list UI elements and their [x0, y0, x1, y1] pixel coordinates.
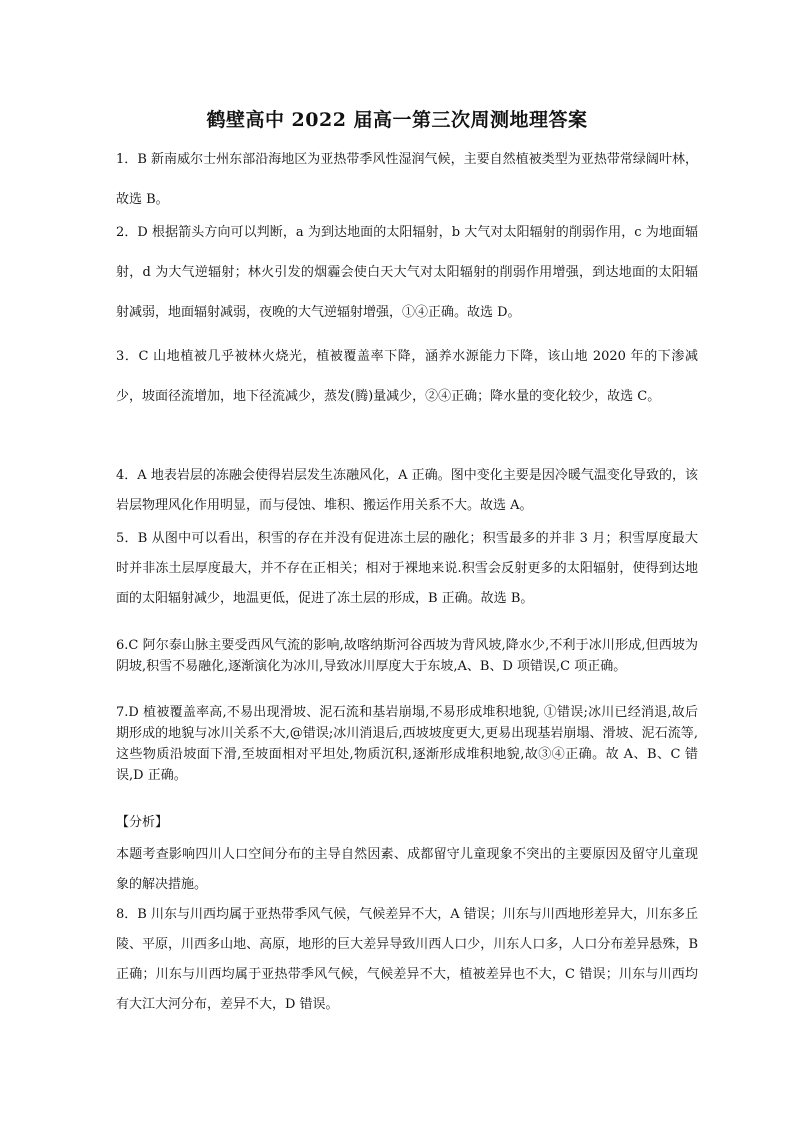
answer-2: 2．D 根据箭头方向可以判断，a 为到达地面的太阳辐射，b 大气对太阳辐射的削弱作用，c 为地面辐射，d 为大气逆辐射；林火引发的烟霾会使白天大气对太阳辐射的削弱作用增强，到达地面的太阳辐射减弱，地面辐射减弱，夜晚的大气逆辐射增强，①④正确。故选 D。 [116, 225, 698, 320]
answer-4: 4．A 地表岩层的冻融会使得岩层发生冻融风化，A 正确。图中变化主要是因冷暖气温变化导致的，该岩层物理风化作用明显，而与侵蚀、堆积、搬运作用关系不大。故选 A。 [116, 468, 698, 513]
answer-6: 6.C 阿尔泰山脉主要受西风气流的影响,故喀纳斯河谷西坡为背风坡,降水少,不利于冰川形成,但西坡为阴坡,积雪不易融化,逐渐演化为冰川,导致冰川厚度大于东坡,A、B、D 项错误,C 项正确。 [116, 638, 698, 674]
analysis-text: 本题考查影响四川人口空间分布的主导自然因素、成都留守儿童现象不突出的主要原因及留守儿童现象的解决措施。 [116, 847, 698, 892]
answer-5: 5．B 从图中可以看出，积雪的存在并没有促进冻土层的融化；积雪最多的并非 3 月；积雪厚度最大时并非冻土层厚度最大，并不存在正相关；相对于裸地来说.积雪会反射更多的太阳辐射，使得到达地面的太阳辐射减少，地温更低，促进了冻土层的形成，B 正确。故选 B。 [116, 531, 698, 606]
answer-8: 8．B 川东与川西均属于亚热带季风气候，气候差异不大，A 错误；川东与川西地形差异大，川东多丘陵、平原，川西多山地、高原，地形的巨大差异导致川西人口少，川东人口多，人口分布差异悬殊，B 正确；川东与川西均属于亚热带季风气候，气候差异不大，植被差异也不大，C 错误；川东与川西均有大江大河分布，差异不大，D 错误。 [116, 907, 698, 1012]
answer-1: 1．B 新南威尔士州东部沿海地区为亚热带季风性湿润气候，主要自然植被类型为亚热带常绿阔叶林，故选 B。 [116, 152, 698, 207]
document-title: 鹤壁高中 2022 届高一第三次周测地理答案 [206, 109, 588, 131]
answer-3: 3．C 山地植被几乎被林火烧光，植被覆盖率下降，涵养水源能力下降，该山地 2020 年的下渗减少，坡面径流增加，地下径流减少，蒸发(腾)量减少，②④正确；降水量的变化较少，故选 C。 [116, 349, 698, 404]
answer-7: 7.D 植被覆盖率高,不易出现滑坡、泥石流和基岩崩塌,不易形成堆积地貌, ①错误;冰川已经消退,故后期形成的地貌与冰川关系不大,@错误;冰川消退后,西坡坡度更大,更易出现基岩崩塌、滑坡、泥石流等,这些物质沿坡面下滑,至坡面相对平坦处,物质沉积,逐渐形成堆积地貌,故③④正确。故 A、B、C 错误,D 正确。 [116, 705, 698, 783]
analysis-heading: 【分析】 [116, 815, 169, 830]
